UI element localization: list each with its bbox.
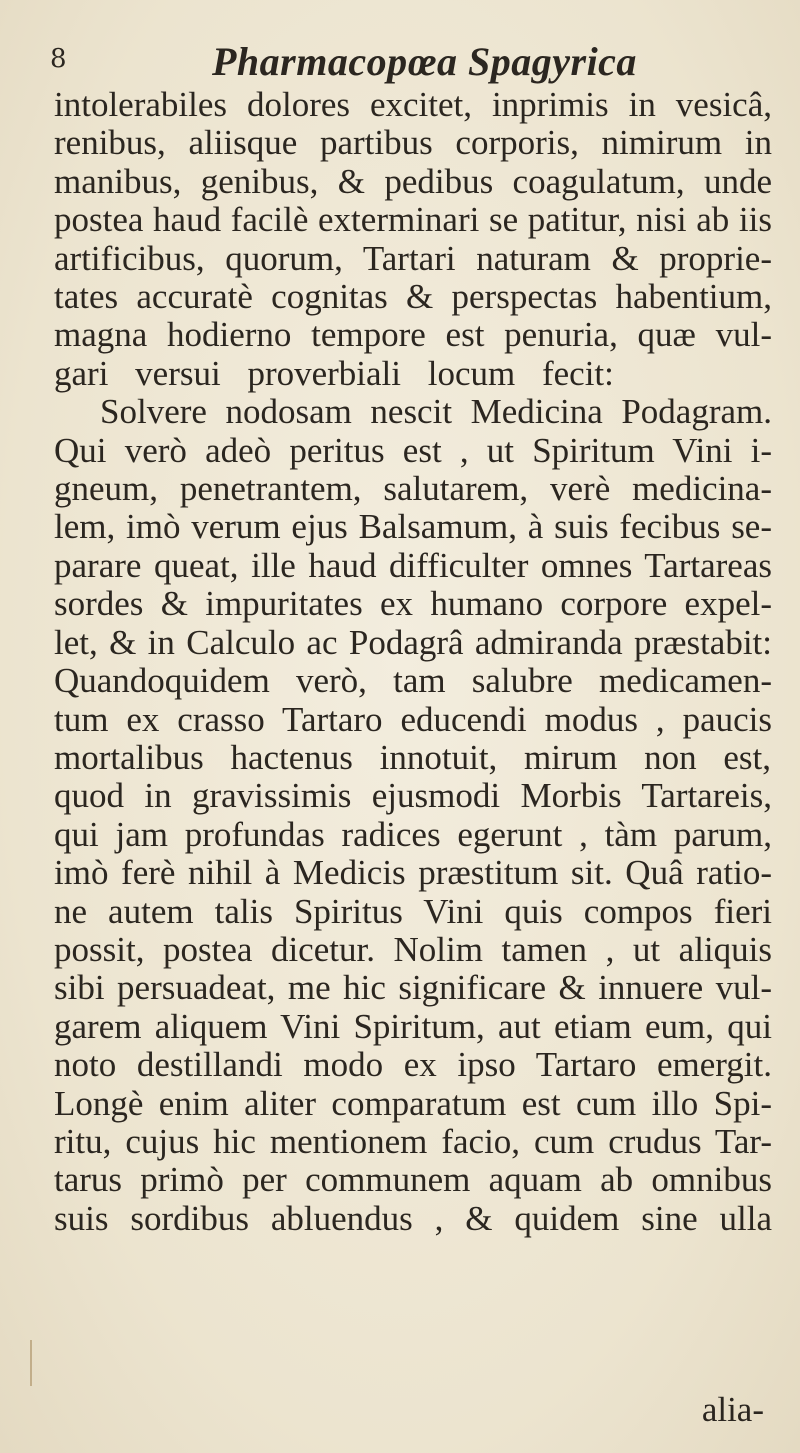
text-line: Qui verò adeò peritus est , ut Spiritum Vini i-: [54, 431, 772, 470]
text-line: sordes & impuritates ex humano corpore expel-: [54, 585, 772, 624]
text-line: ritu, cujus hic mentionem facio, cum crudus Tar-: [54, 1122, 772, 1161]
text-line: suis sordibus abluendus , & quidem sine ulla: [54, 1199, 772, 1238]
text-line: tarus primò per communem aquam ab omnibus: [54, 1161, 772, 1200]
text-line: possit, postea dicetur. Nolim tamen , ut aliquis: [54, 930, 772, 969]
text-line: mortalibus hactenus innotuit, mirum non est,: [54, 738, 772, 777]
text-line: ne autem talis Spiritus Vini quis compos fieri: [54, 892, 772, 931]
text-line: manibus, genibus, & pedibus coagulatum, unde: [54, 162, 772, 201]
text-line: Longè enim aliter comparatum est cum illo Spi-: [54, 1084, 772, 1123]
text-line: noto destillandi modo ex ipso Tartaro emergit.: [54, 1046, 772, 1085]
text-line: garem aliquem Vini Spiritum, aut etiam eum, qui: [54, 1007, 772, 1046]
text-line: intolerabiles dolores excitet, inprimis in vesicâ,: [54, 86, 772, 124]
text-line: renibus, aliisque partibus corporis, nimirum in: [54, 124, 772, 163]
text-line: artificibus, quorum, Tartari naturam & proprie-: [54, 239, 772, 278]
text-line: postea haud facilè exterminari se patitur, nisi ab iis: [54, 201, 772, 240]
text-line: tum ex crasso Tartaro educendi modus , paucis: [54, 700, 772, 739]
text-line: quod in gravissimis ejusmodi Morbis Tartareis,: [54, 777, 772, 816]
page-number: 8: [50, 44, 68, 74]
text-line: tates accuratè cognitas & perspectas habentium,: [54, 278, 772, 317]
text-line: Solvere nodosam nescit Medicina Podagram.: [100, 393, 772, 432]
text-line: gneum, penetrantem, salutarem, verè medicina-: [54, 470, 772, 509]
text-line: lem, imò verum ejus Balsamum, à suis fecibus se-: [54, 508, 772, 547]
text-line: qui jam profundas radices egerunt , tàm parum,: [54, 815, 772, 854]
text-line: imò ferè nihil à Medicis præstitum sit. Quâ ratio-: [54, 854, 772, 893]
body-text: [54, 86, 772, 1238]
text-line: gari versui proverbiali locum fecit:: [54, 354, 614, 393]
catchword: alia-: [701, 1390, 764, 1429]
text-line: Quandoquidem verò, tam salubre medicamen-: [54, 662, 772, 701]
margin-mark: [30, 1340, 32, 1386]
text-line: let, & in Calculo ac Podagrâ admiranda præstabit:: [54, 623, 772, 662]
running-head: Pharmacopœa Spagyrica: [212, 39, 637, 84]
text-line: sibi persuadeat, me hic significare & innuere vul-: [54, 969, 772, 1008]
text-line: magna hodierno tempore est penuria, quæ vul-: [54, 316, 772, 355]
page-header: [46, 38, 740, 88]
text-line: parare queat, ille haud difficulter omnes Tartareas: [54, 546, 772, 585]
